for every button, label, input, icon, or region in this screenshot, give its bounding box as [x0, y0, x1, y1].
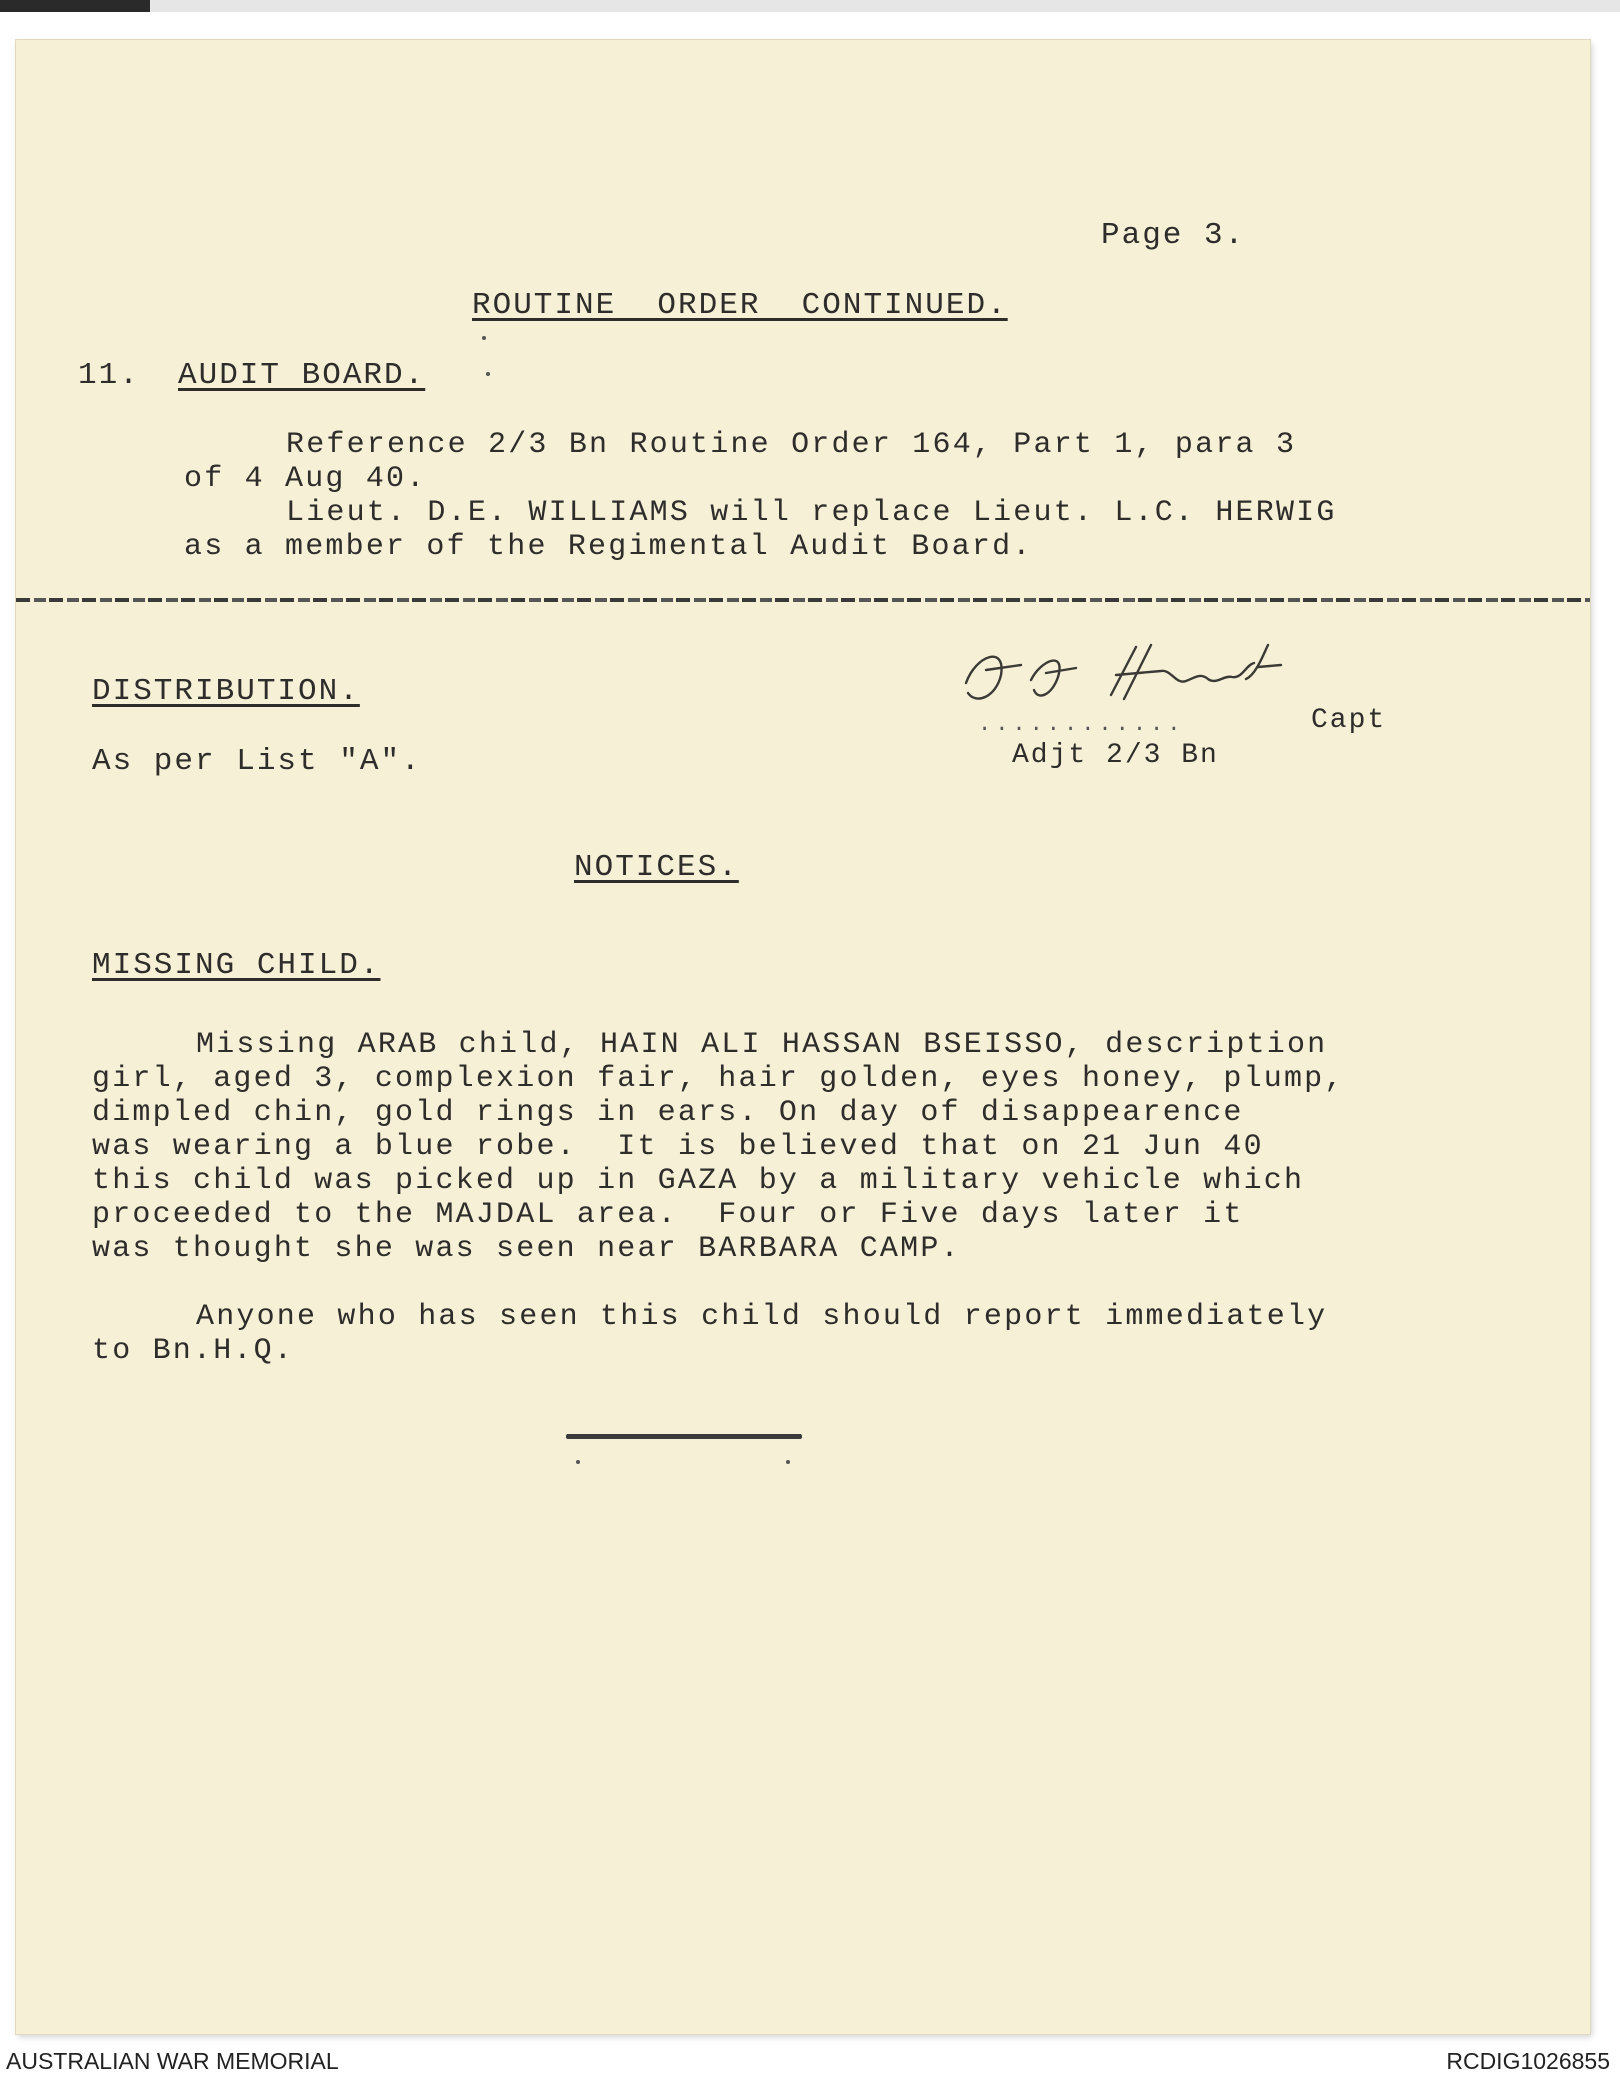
notice-line: Anyone who has seen this child should report immediately [196, 1300, 1328, 1334]
footer-identifier: RCDIG1026855 [1446, 2048, 1610, 2074]
notice-line: to Bn.H.Q. [92, 1334, 295, 1368]
footer-institution: AUSTRALIAN WAR MEMORIAL [6, 2048, 339, 2074]
notice-line: dimpled chin, gold rings in ears. On day of disappearence [92, 1096, 1244, 1130]
document-page [16, 40, 1590, 2034]
distribution-heading: DISTRIBUTION. [92, 674, 360, 709]
notices-heading: NOTICES. [574, 850, 739, 885]
notice-line: was wearing a blue robe. It is believed that on 21 Jun 40 [92, 1130, 1264, 1164]
notice-line: this child was picked up in GAZA by a military vehicle which [92, 1164, 1305, 1198]
top-bar [0, 0, 1620, 12]
notice-line: was thought she was seen near BARBARA CAMP. [92, 1232, 961, 1266]
end-rule [566, 1434, 802, 1439]
signature-appointment: Adjt 2/3 Bn [1012, 740, 1219, 771]
dot-mark [486, 372, 490, 376]
notice-line: Missing ARAB child, HAIN ALI HASSAN BSEISSO, description [196, 1028, 1328, 1062]
section-number: 11. [78, 358, 140, 393]
signature-dotted-line: ............ [978, 712, 1185, 737]
document-title: ROUTINE ORDER CONTINUED. [472, 288, 1008, 323]
section-line: of 4 Aug 40. [184, 462, 427, 496]
distribution-text: As per List "A". [92, 744, 422, 779]
section-line: Lieut. D.E. WILLIAMS will replace Lieut. L.C. HERWIG [286, 496, 1337, 530]
dot-mark [482, 336, 486, 340]
missing-child-heading: MISSING CHILD. [92, 948, 381, 983]
dot-mark [576, 1460, 580, 1464]
page-number: Page 3. [1101, 218, 1246, 253]
top-bar-tab [0, 0, 150, 12]
dot-mark [786, 1460, 790, 1464]
notice-line: girl, aged 3, complexion fair, hair golden, eyes honey, plump, [92, 1062, 1345, 1096]
notice-line: proceeded to the MAJDAL area. Four or Five days later it [92, 1198, 1244, 1232]
signature-rank: Capt [1311, 705, 1387, 736]
handwritten-signature [946, 635, 1366, 715]
section-line: Reference 2/3 Bn Routine Order 164, Part 1, para 3 [286, 428, 1297, 462]
separator-line [16, 598, 1590, 602]
section-line: as a member of the Regimental Audit Board. [184, 530, 1033, 564]
section-heading: AUDIT BOARD. [178, 358, 426, 393]
